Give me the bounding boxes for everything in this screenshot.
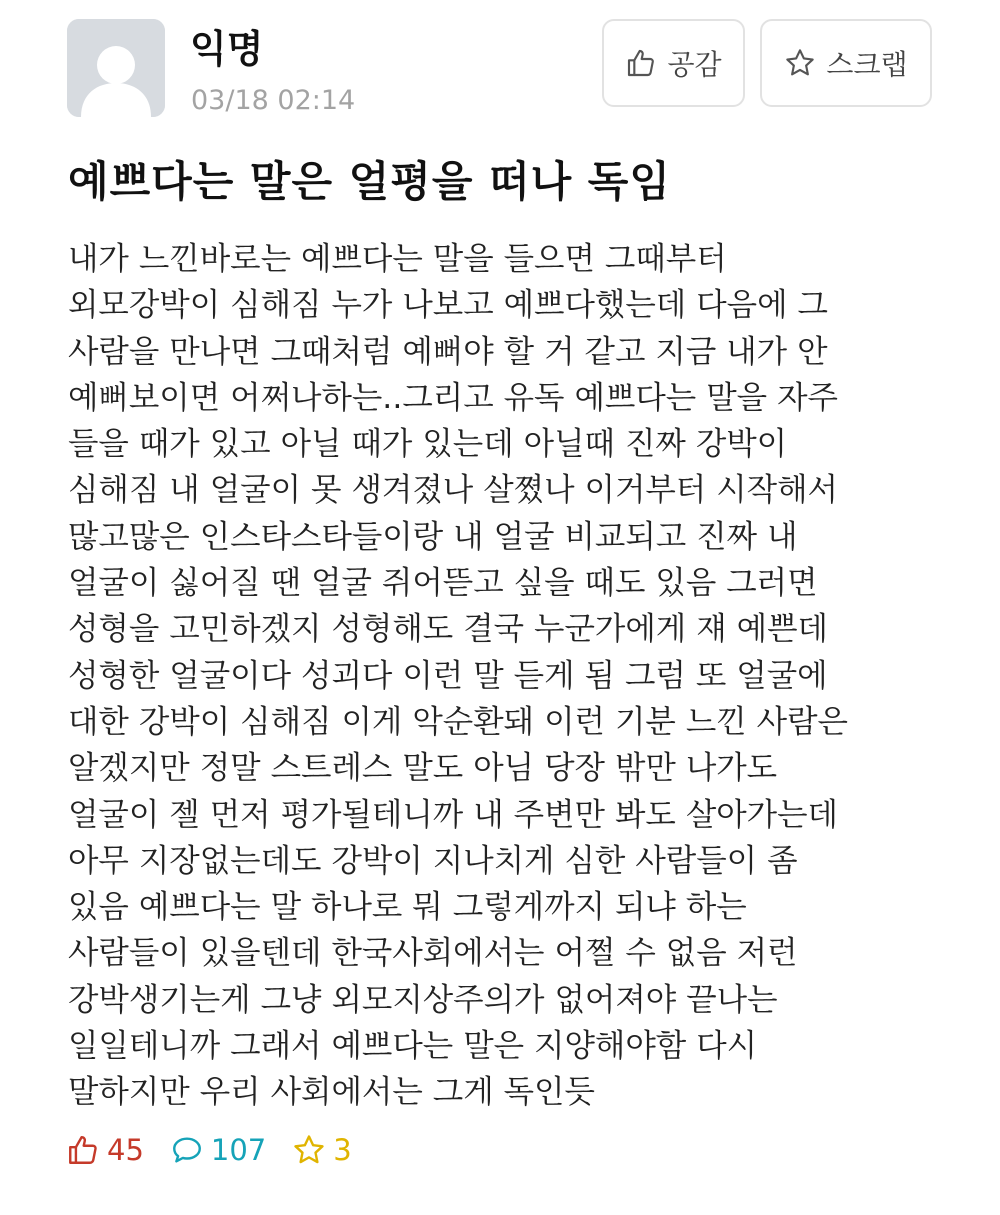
post-timestamp: 03/18 02:14 bbox=[191, 85, 356, 116]
body-line: 일일테니까 그래서 예쁘다는 말은 지양해야함 다시 bbox=[68, 1028, 758, 1065]
body-line: 외모강박이 심해짐 누가 나보고 예쁘다했는데 다음에 그 bbox=[68, 287, 828, 324]
post-body bbox=[68, 236, 968, 1116]
scrap-count-value: 3 bbox=[333, 1133, 352, 1167]
body-line: 강박생기는게 그냥 외모지상주의가 없어져야 끝나는 bbox=[68, 981, 778, 1018]
body-line: 성형을 고민하겠지 성형해도 결국 누군가에게 쟤 예쁜데 bbox=[68, 611, 828, 648]
body-line: 대한 강박이 심해짐 이게 악순환돼 이런 기분 느낀 사람은 bbox=[68, 703, 848, 740]
body-line: 말하지만 우리 사회에서는 그게 독인듯 bbox=[68, 1074, 595, 1111]
scrap-count bbox=[292, 1130, 351, 1170]
thumbs-up-icon bbox=[66, 1133, 100, 1167]
body-line: 심해짐 내 얼굴이 못 생겨졌나 살쪘나 이거부터 시작해서 bbox=[68, 472, 838, 509]
body-line: 성형한 얼굴이다 성괴다 이런 말 듣게 됨 그럼 또 얼굴에 bbox=[68, 657, 828, 694]
like-button-label: 공감 bbox=[667, 48, 722, 81]
body-line: 사람들이 있을텐데 한국사회에서는 어쩔 수 없음 저런 bbox=[68, 935, 798, 972]
author-name: 익명 bbox=[190, 27, 264, 71]
post-title: 예쁘다는 말은 얼평을 떠나 독임 bbox=[68, 157, 671, 206]
speech-bubble-icon bbox=[170, 1133, 204, 1167]
body-line: 사람을 만나면 그때처럼 예뻐야 할 거 같고 지금 내가 안 bbox=[68, 333, 828, 370]
comment-count bbox=[170, 1130, 266, 1170]
like-count-value: 45 bbox=[107, 1133, 144, 1167]
thumbs-up-icon bbox=[625, 47, 657, 79]
default-avatar-icon bbox=[67, 19, 165, 117]
body-line: 알겠지만 정말 스트레스 말도 아님 당장 밖만 나가도 bbox=[68, 750, 778, 787]
body-line: 있음 예쁘다는 말 하나로 뭐 그렇게까지 되냐 하는 bbox=[68, 889, 747, 926]
star-icon bbox=[784, 47, 816, 79]
body-line: 내가 느낀바로는 예쁘다는 말을 들으면 그때부터 bbox=[68, 241, 727, 277]
body-line: 예뻐보이면 어쩌나하는..그리고 유독 예쁘다는 말을 자주 bbox=[68, 379, 838, 416]
star-icon bbox=[292, 1133, 326, 1167]
body-line: 많고많은 인스타스타들이랑 내 얼굴 비교되고 진짜 내 bbox=[68, 518, 798, 555]
like-count bbox=[66, 1130, 144, 1170]
comment-count-value: 107 bbox=[210, 1133, 267, 1167]
body-line: 들을 때가 있고 아닐 때가 있는데 아닐때 진짜 강박이 bbox=[68, 426, 788, 463]
scrap-button-label: 스크랩 bbox=[826, 48, 908, 81]
body-line: 아무 지장없는데도 강박이 지나치게 심한 사람들이 좀 bbox=[68, 842, 798, 879]
body-line: 얼굴이 싫어질 땐 얼굴 쥐어뜯고 싶을 때도 있음 그러면 bbox=[68, 565, 818, 602]
like-button[interactable] bbox=[602, 19, 745, 107]
scrap-button[interactable] bbox=[760, 19, 932, 107]
post-stats bbox=[66, 1130, 378, 1170]
body-line: 얼굴이 젤 먼저 평가될테니까 내 주변만 봐도 살아가는데 bbox=[68, 796, 838, 833]
